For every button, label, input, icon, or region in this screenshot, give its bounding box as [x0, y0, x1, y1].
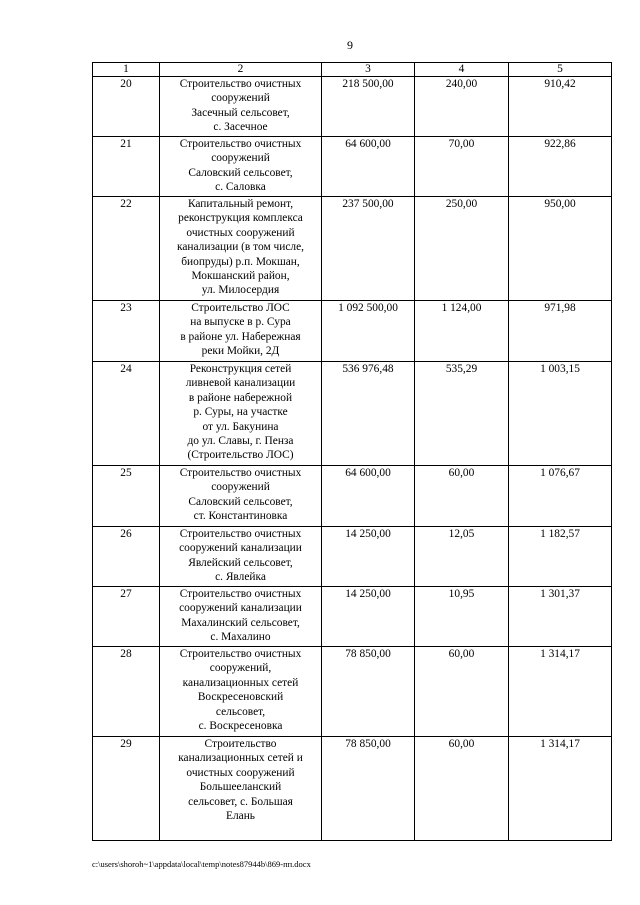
column-header-1: 1	[93, 63, 160, 77]
cost-cell: 237 500,00	[322, 197, 415, 301]
page-number: 9	[347, 38, 353, 52]
column-header-5: 5	[509, 63, 612, 77]
row-number-cell: 27	[93, 587, 160, 647]
ratio-cell: 950,00	[509, 197, 612, 301]
ratio-cell: 1 301,37	[509, 587, 612, 647]
table-row	[93, 137, 612, 197]
row-number-cell: 26	[93, 527, 160, 587]
row-number-cell: 20	[93, 77, 160, 137]
ratio-cell: 1 314,17	[509, 737, 612, 841]
table-row	[93, 466, 612, 527]
ratio-cell: 1 182,57	[509, 527, 612, 587]
cost-cell: 14 250,00	[322, 527, 415, 587]
table-row	[93, 197, 612, 301]
ratio-cell: 971,98	[509, 301, 612, 362]
description-cell: Строительство очистных сооружений Саловский сельсовет, ст. Константиновка	[160, 466, 322, 527]
capacity-cell: 60,00	[415, 647, 509, 737]
table-row	[93, 301, 612, 362]
capacity-cell: 60,00	[415, 466, 509, 527]
cost-cell: 14 250,00	[322, 587, 415, 647]
description-cell: Строительство очистных сооружений канализации Явлейский сельсовет, с. Явлейка	[160, 527, 322, 587]
column-header-4: 4	[415, 63, 509, 77]
column-header-2: 2	[160, 63, 322, 77]
cost-cell: 64 600,00	[322, 137, 415, 197]
ratio-cell: 1 003,15	[509, 362, 612, 466]
table-row	[93, 527, 612, 587]
description-cell: Строительство очистных сооружений Засечный сельсовет, с. Засечное	[160, 77, 322, 137]
capacity-cell: 12,05	[415, 527, 509, 587]
capacity-cell: 1 124,00	[415, 301, 509, 362]
description-cell: Строительство ЛОС на выпуске в р. Сура в районе ул. Набережная реки Мойки, 2Д	[160, 301, 322, 362]
footer-file-path: c:\users\shoroh~1\appdata\local\temp\notes87944b\869-пп.docx	[92, 859, 311, 869]
cost-cell: 536 976,48	[322, 362, 415, 466]
capacity-cell: 250,00	[415, 197, 509, 301]
description-cell: Строительство канализационных сетей и очистных сооружений Большееланский сельсовет, с. Большая Елань	[160, 737, 322, 841]
ratio-cell: 910,42	[509, 77, 612, 137]
row-number-cell: 23	[93, 301, 160, 362]
table-row	[93, 77, 612, 137]
ratio-cell: 1 076,67	[509, 466, 612, 527]
row-number-cell: 28	[93, 647, 160, 737]
table-row	[93, 647, 612, 737]
ratio-cell: 922,86	[509, 137, 612, 197]
cost-cell: 1 092 500,00	[322, 301, 415, 362]
description-cell: Реконструкция сетей ливневой канализации в районе набережной р. Суры, на участке от ул. Бакунина до ул. Славы, г. Пенза (Строительство ЛОС)	[160, 362, 322, 466]
cost-cell: 218 500,00	[322, 77, 415, 137]
cost-cell: 78 850,00	[322, 647, 415, 737]
capacity-cell: 535,29	[415, 362, 509, 466]
table-row	[93, 587, 612, 647]
description-cell: Капитальный ремонт, реконструкция комплекса очистных сооружений канализации (в том числе, биопруды) р.п. Мокшан, Мокшанский район, ул. Милосердия	[160, 197, 322, 301]
capacity-cell: 240,00	[415, 77, 509, 137]
cost-cell: 78 850,00	[322, 737, 415, 841]
column-header-3: 3	[322, 63, 415, 77]
row-number-cell: 29	[93, 737, 160, 841]
table-header	[93, 63, 612, 77]
header-row	[93, 63, 612, 77]
capacity-cell: 70,00	[415, 137, 509, 197]
cost-cell: 64 600,00	[322, 466, 415, 527]
table-body	[93, 77, 612, 841]
data-table	[92, 62, 612, 841]
table-row	[93, 737, 612, 841]
row-number-cell: 22	[93, 197, 160, 301]
description-cell: Строительство очистных сооружений Саловский сельсовет, с. Саловка	[160, 137, 322, 197]
row-number-cell: 21	[93, 137, 160, 197]
capacity-cell: 60,00	[415, 737, 509, 841]
row-number-cell: 24	[93, 362, 160, 466]
row-number-cell: 25	[93, 466, 160, 527]
description-cell: Строительство очистных сооружений, канализационных сетей Воскресеновский сельсовет, с. Воскресеновка	[160, 647, 322, 737]
description-cell: Строительство очистных сооружений канализации Махалинский сельсовет, с. Махалино	[160, 587, 322, 647]
capacity-cell: 10,95	[415, 587, 509, 647]
ratio-cell: 1 314,17	[509, 647, 612, 737]
table-row	[93, 362, 612, 466]
